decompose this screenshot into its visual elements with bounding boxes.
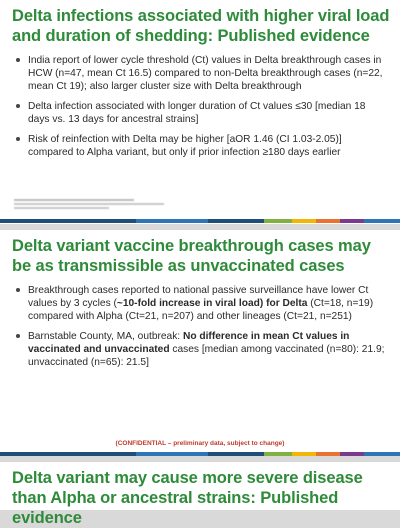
bullet-shedding-duration: Delta infection associated with longer duration of Ct values ≤30 [median 18 days vs. 13 days for ancestral strains] <box>16 100 386 126</box>
slide-1-footnote <box>14 198 184 214</box>
bullet-barnstable-text: Barnstable County, MA, outbreak: <box>28 331 183 342</box>
slide-2 <box>0 230 400 456</box>
slide-2-bullet-list <box>0 276 400 369</box>
confidential-note: (CONFIDENTIAL – preliminary data, subject to change) <box>115 440 285 447</box>
bullet-barnstable-bold: No difference in mean Ct values in vaccinated and unvaccinated <box>28 331 350 355</box>
bullet-india-report: India report of lower cycle threshold (Ct) values in Delta breakthrough cases in HCW (n=47, mean Ct 16.5) compared to non-Delta breakthrough cases (n=22, mean Ct 19); also larger cluster size with Delta breakthrough <box>16 54 386 93</box>
slide-3-title: Delta variant may cause more severe disease than Alpha or ancestral strains: Published evidence <box>12 469 363 527</box>
slide-2-color-bar <box>0 452 400 456</box>
footnote-illegible-text <box>14 198 184 212</box>
slide-1-color-bar <box>0 219 400 223</box>
slide-1-bullet-list <box>0 46 400 159</box>
slide-1 <box>0 0 400 224</box>
bullet-barnstable-outbreak <box>16 330 386 369</box>
bullet-breakthrough-ct-bold: ~10-fold increase in viral load) for Delta <box>116 298 308 309</box>
bullet-reinfection-risk: Risk of reinfection with Delta may be higher [aOR 1.46 (CI 1.03-2.05)] compared to Alpha variant, but only if prior infection ≥180 days earlier <box>16 133 386 159</box>
bullet-barnstable-rest: cases [median among vaccinated (n=80): 21.9; unvaccinated (n=65): 21.5] <box>28 344 385 368</box>
slide-2-title: Delta variant vaccine breakthrough cases may be as transmissible as unvaccinated cases <box>12 237 371 275</box>
slide-3 <box>0 462 400 527</box>
bullet-breakthrough-ct <box>16 284 386 323</box>
slide-1-title: Delta infections associated with higher viral load and duration of shedding: Published evidence <box>12 7 390 45</box>
bullet-breakthrough-ct-rest: (Ct=18, n=19) compared with Alpha (Ct=21, n=207) and other lineages (Ct=21, n=251) <box>28 298 374 322</box>
bullet-breakthrough-ct-text: Breakthrough cases reported to national passive surveillance have lower Ct values by 3 cycles ( <box>28 285 369 309</box>
